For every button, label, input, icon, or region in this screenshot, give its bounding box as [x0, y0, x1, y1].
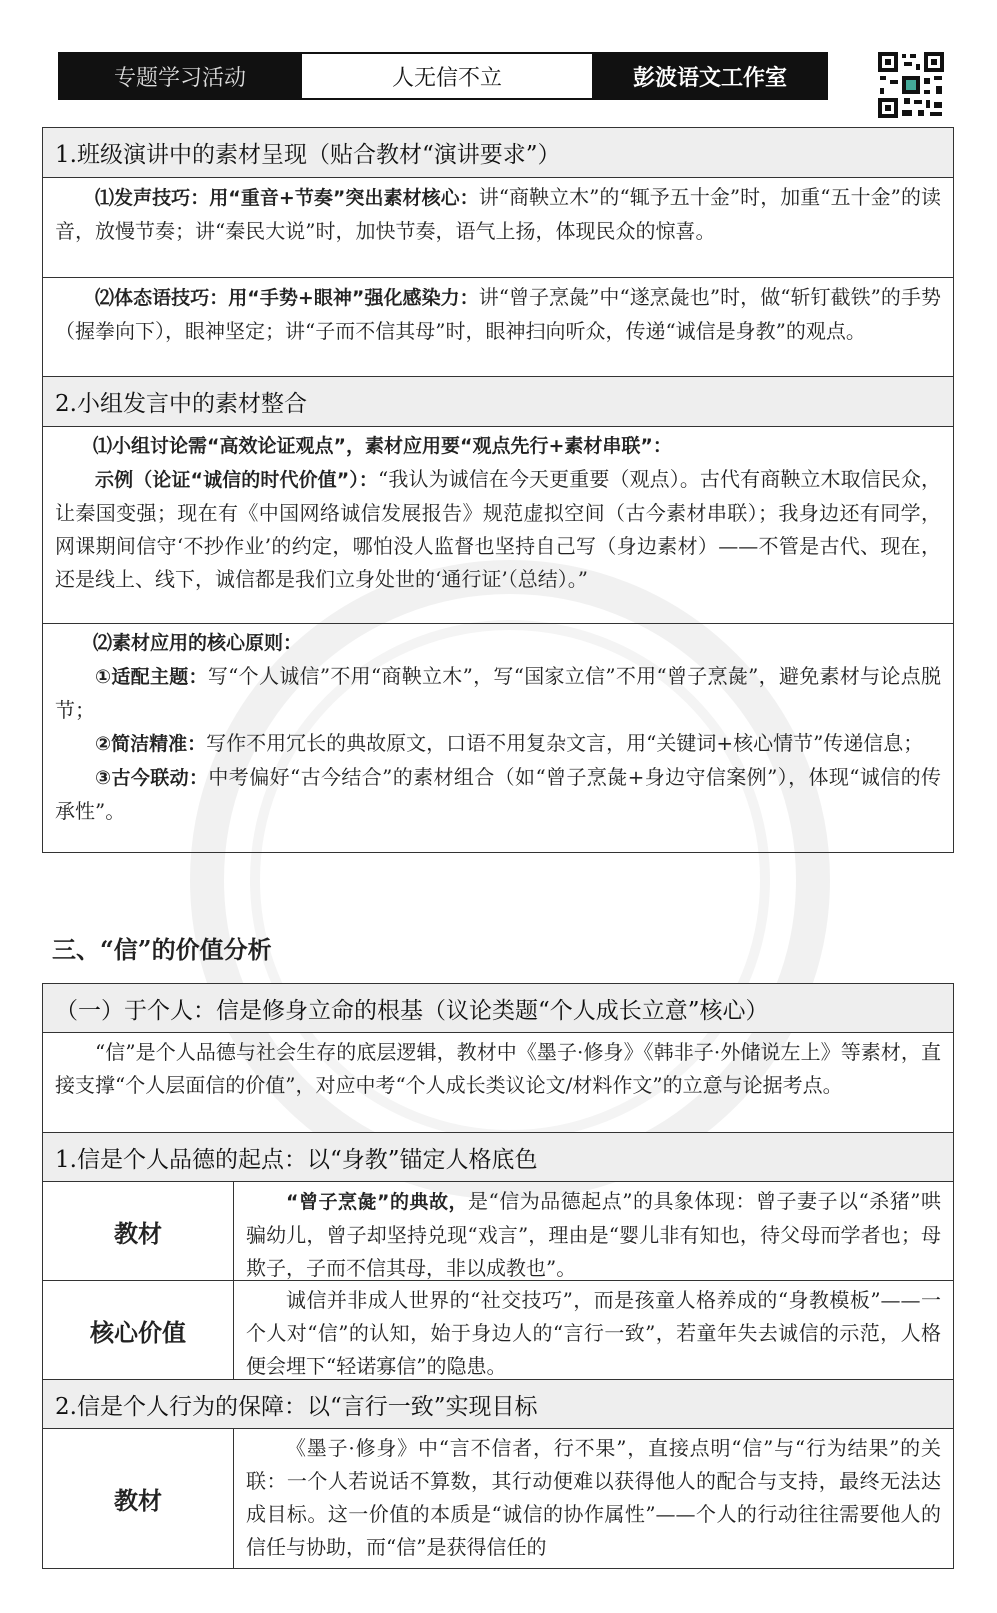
material-row	[43, 1181, 953, 1280]
value-row	[43, 1280, 953, 1379]
qr-code-icon	[876, 50, 946, 120]
paragraph	[43, 277, 953, 376]
header-topic: 人无信不立	[300, 54, 594, 98]
paragraph-lead: ⑵素材应用的核心原则：	[93, 632, 303, 654]
paragraph	[43, 426, 953, 623]
material-row	[43, 1428, 953, 1568]
paragraph	[43, 623, 953, 852]
material-text: 是“信为品德起点”的具象体现：曾子妻子以“杀猪”哄骗幼儿，曾子却坚持兑现“戏言”，理由是“婴儿非有知也，待父母而学者也；母欺子，子而不信其母，非以成教也”。	[246, 1189, 941, 1280]
point-heading: 1.信是个人品德的起点：以“身教”锚定人格底色	[43, 1132, 953, 1181]
principle-text: 中考偏好“古今结合”的素材组合（如“曾子烹彘+身边守信案例”），体现“诚信的传承性”。	[55, 765, 941, 823]
paragraph-lead: ⑴小组讨论需“高效论证观点”，素材应用要“观点先行+素材串联”：	[93, 435, 672, 457]
example-label: 示例（论证“诚信的时代价值”）：	[95, 469, 379, 491]
paragraph-lead: ⑴发声技巧：用“重音+节奏”突出素材核心：	[95, 187, 479, 209]
paragraph	[43, 177, 953, 277]
speech-material-table	[42, 127, 954, 853]
principle-label: ③古今联动：	[95, 767, 209, 789]
row-label: 核心价值	[43, 1281, 234, 1379]
intro-paragraph: “信”是个人品德与社会生存的底层逻辑，教材中《墨子·修身》《韩非子·外储说左上》等素材，直接支撑“个人层面信的价值”，对应中考“个人成长类议论文/材料作文”的立意与论据考点。	[43, 1032, 953, 1132]
header-bar	[58, 52, 828, 100]
row-content	[234, 1182, 953, 1280]
principle-label: ①适配主题：	[95, 666, 208, 688]
paragraph-text: 讲“曾子烹彘”中“遂烹彘也”时，做“斩钉截铁”的手势（握拳向下），眼神坚定；讲“子而不信其母”时，眼神扫向听众，传递“诚信是身教”的观点。	[55, 285, 941, 343]
row-label: 教材	[43, 1182, 234, 1280]
paragraph-lead: ⑵体态语技巧：用“手势+眼神”强化感染力：	[95, 287, 479, 309]
material-lead: “曾子烹彘”的典故，	[286, 1191, 469, 1213]
principle-text: 写“个人诚信”不用“商鞅立木”，写“国家立信”不用“曾子烹彘”，避免素材与论点脱节；	[55, 664, 942, 722]
header-studio: 彭波语文工作室	[594, 54, 826, 98]
row-label: 教材	[43, 1429, 234, 1568]
principle-text: 写作不用冗长的典故原文，口语不用复杂文言，用“关键词+核心情节”传递信息；	[206, 731, 924, 755]
row-content: 诚信并非成人世界的“社交技巧”，而是孩童人格养成的“身教模板”——一个人对“信”的认知，始于身边人的“言行一致”，若童年失去诚信的示范，人格便会埋下“轻诺寡信”的隐患。	[246, 1288, 941, 1378]
section-heading: 2.小组发言中的素材整合	[43, 376, 953, 426]
section-heading: 1.班级演讲中的素材呈现（贴合教材“演讲要求”）	[43, 128, 953, 177]
value-analysis-table	[42, 983, 954, 1569]
section-title: 三、“信”的价值分析	[52, 935, 272, 964]
paragraph-text: 讲“商鞅立木”的“辄予五十金”时，加重“五十金”的读音，放慢节奏；讲“秦民大说”时，加快节奏，语气上扬，体现民众的惊喜。	[55, 185, 941, 243]
subsection-heading: （一）于个人：信是修身立命的根基（议论类题“个人成长立意”核心）	[43, 984, 953, 1032]
row-content: 《墨子·修身》中“言不信者，行不果”，直接点明“信”与“行为结果”的关联：一个人若说话不算数，其行动便难以获得他人的配合与支持，最终无法达成目标。这一价值的本质是“诚信的协作属性”——个人的行动往往需要他人的信任与协助，而“信”是获得信任的	[246, 1436, 941, 1559]
point-heading: 2.信是个人行为的保障：以“言行一致”实现目标	[43, 1379, 953, 1428]
principle-label: ②简洁精准：	[95, 733, 207, 755]
paragraph-text: “我认为诚信在今天更重要（观点）。古代有商鞅立木取信民众，让秦国变强；现在有《中国网络诚信发展报告》规范虚拟空间（古今素材串联）；我身边还有同学，网课期间信守‘不抄作业’的约定，哪怕没人监督也坚持自己写（身边素材）——不管是古代、现在，还是线上、线下，诚信都是我们立身处世的‘通行证’（总结）。”	[55, 467, 941, 591]
header-activity: 专题学习活动	[60, 54, 300, 98]
